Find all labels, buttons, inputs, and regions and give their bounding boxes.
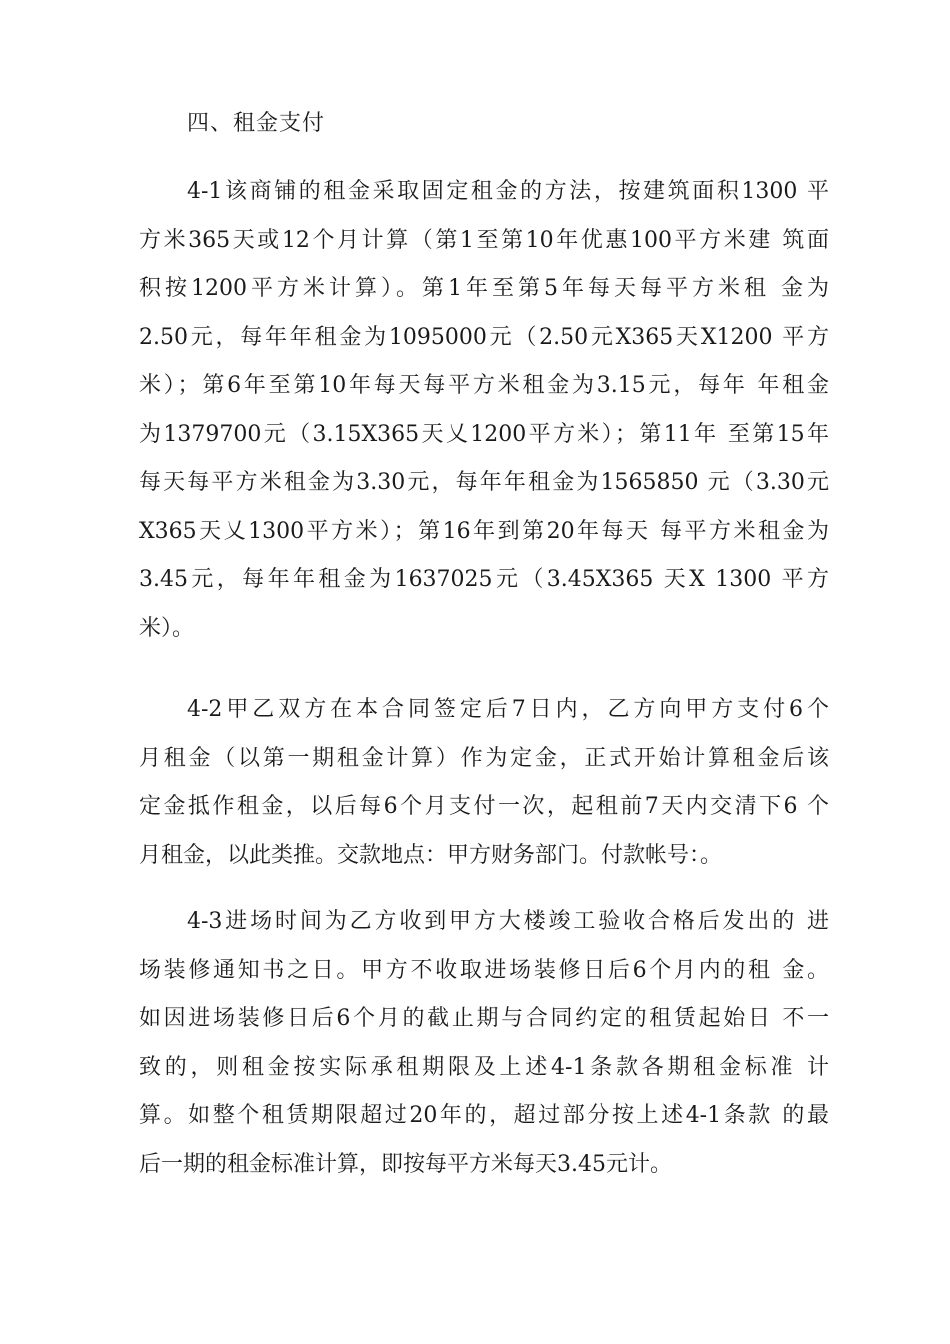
text-line: 每天每平方米租金为3.30元，每年年租金为1565850 元（3.30元 [139,470,829,495]
clause-4-2 [139,686,829,880]
text-line: 米）；第6年至第10年每天每平方米租金为3.15元，每年 年租金 [139,373,829,398]
text-line: 方米365天或12个月计算（第1至第10年优惠100平方米建 筑面 [139,227,829,253]
text-line: 3.45元，每年年租金为1637025元（3.45X365 天X 1300 平方 [139,567,829,592]
text-line: 积按1200平方米计算）。第1年至第5年每天每平方米租 金为 [139,276,829,301]
text-line: 2.50元，每年年租金为1095000元（2.50元X365天X1200 平方 [139,324,829,350]
clause-4-1 [139,168,829,653]
text-line: 为1379700元（3.15X365天乂1200平方米）；第11年 至第15年 [139,421,829,447]
text-line: 场装修通知书之日。甲方不收取进场装修日后6个月内的租 金。 [139,957,829,983]
text-line: 算。如整个租赁期限超过20年的，超过部分按上述4-1条款 的最 [139,1103,829,1128]
text-line: 如因进场装修日后6个月的截止期与合同约定的租赁起始日 不一 [139,1006,829,1031]
text-line: 月租金（以第一期租金计算）作为定金，正式开始计算租金后该 [139,745,829,771]
text-line: 4-3进场时间为乙方收到甲方大楼竣工验收合格后发出的 进 [187,909,829,934]
text-line: 致的，则租金按实际承租期限及上述4-1条款各期租金标准 计 [139,1054,829,1080]
text-line: 后一期的租金标准计算，即按每平方米每天3.45元计。 [139,1151,672,1177]
text-line: X365天乂1300平方米）；第16年到第20年每天 每平方米租金为 [139,518,829,544]
text-line: 4-1该商铺的租金采取固定租金的方法，按建筑面积1300 平 [187,179,829,204]
text-line: 4-2甲乙双方在本合同签定后7日内，乙方向甲方支付6个 [187,697,829,722]
section-heading: 四、租金支付 [187,111,326,136]
text-line: 米）。 [139,615,195,641]
clause-4-3 [139,898,829,1189]
text-line: 定金抵作租金，以后每6个月支付一次，起租前7天内交清下6 个 [139,794,829,819]
text-line: 月租金，以此类推。交款地点：甲方财务部门。付款帐号：。 [139,842,723,868]
